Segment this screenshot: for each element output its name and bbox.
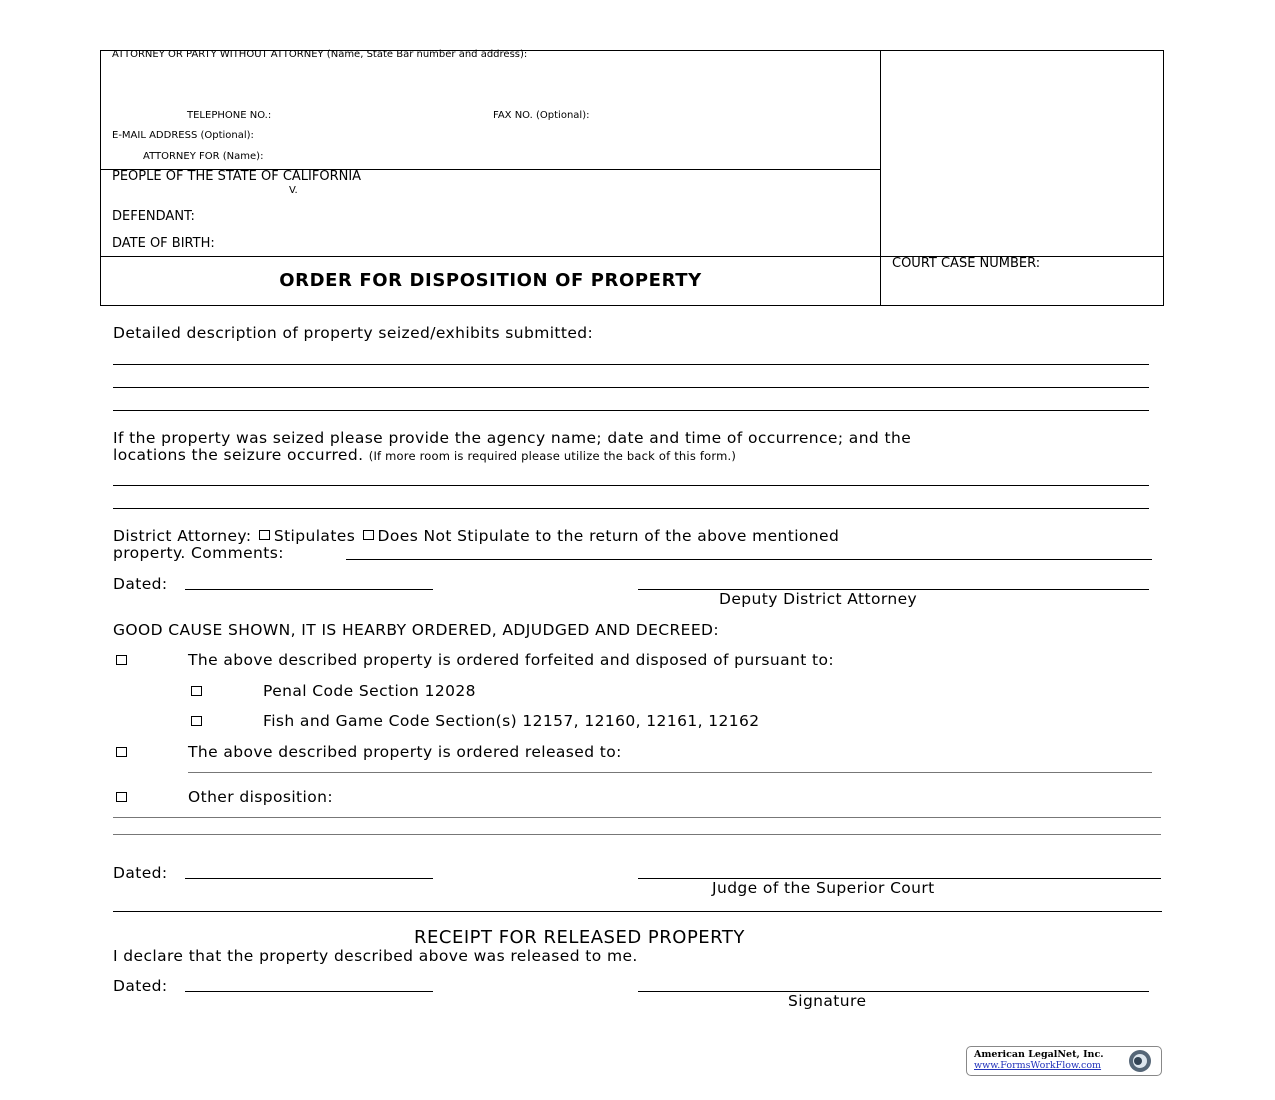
description-label: Detailed description of property seized/exhibits submitted: — [113, 324, 594, 342]
form-title: ORDER FOR DISPOSITION OF PROPERTY — [279, 270, 702, 291]
other-label: Other disposition: — [188, 788, 333, 806]
da-label: District Attorney: — [113, 527, 252, 545]
fax-label: FAX NO. (Optional): — [493, 110, 590, 121]
description-line-1[interactable] — [113, 364, 1149, 365]
released-label: The above described property is ordered released to: — [188, 743, 622, 761]
attorney-label: ATTORNEY OR PARTY WITHOUT ATTORNEY (Name, State Bar number and address): — [112, 49, 528, 60]
fish-game-checkbox[interactable] — [191, 716, 202, 726]
defendant-label: DEFENDANT: — [112, 209, 195, 224]
logo-url[interactable]: www.FormsWorkFlow.com — [974, 1060, 1102, 1071]
seized-line-1[interactable] — [113, 485, 1149, 486]
case-number-label: COURT CASE NUMBER: — [892, 256, 1041, 271]
penal-code-checkbox[interactable] — [191, 686, 202, 696]
stipulates-label: Stipulates — [273, 527, 356, 545]
does-not-stipulate-checkbox[interactable] — [363, 530, 374, 540]
seized-text-1: If the property was seized please provide the agency name; date and time of occurrence; and the — [113, 429, 912, 447]
description-line-3[interactable] — [113, 410, 1149, 411]
other-line-2[interactable] — [113, 834, 1161, 835]
dated-line-2[interactable] — [185, 878, 433, 879]
forfeited-checkbox[interactable] — [116, 655, 127, 665]
dated-line-3[interactable] — [185, 991, 433, 992]
judge-label: Judge of the Superior Court — [712, 879, 935, 897]
stipulates-checkbox[interactable] — [259, 530, 270, 540]
other-line-1[interactable] — [113, 817, 1161, 818]
comments-label: property. Comments: — [113, 544, 284, 562]
receipt-signature-line[interactable] — [638, 991, 1149, 992]
dated-line-1[interactable] — [185, 589, 433, 590]
versus-label: V. — [289, 185, 298, 196]
seized-note: (If more room is required please utilize the back of this form.) — [368, 449, 737, 463]
da-line — [113, 527, 839, 545]
email-label: E-MAIL ADDRESS (Optional): — [112, 130, 254, 141]
dated-label-3: Dated: — [113, 977, 168, 995]
seized-text-2-main: locations the seizure occurred. — [113, 446, 364, 464]
telephone-label: TELEPHONE NO.: — [187, 110, 272, 121]
divider — [880, 50, 881, 306]
good-cause-text: GOOD CAUSE SHOWN, IT IS HEARBY ORDERED, ADJUDGED AND DECREED: — [113, 621, 720, 639]
signature-label: Signature — [788, 992, 867, 1010]
attorney-for-label: ATTORNEY FOR (Name): — [143, 151, 264, 162]
receipt-declaration: I declare that the property described above was released to me. — [113, 947, 638, 965]
receipt-title: RECEIPT FOR RELEASED PROPERTY — [414, 927, 745, 948]
dated-label-2: Dated: — [113, 864, 168, 882]
fish-game-label: Fish and Game Code Section(s) 12157, 12160, 12161, 12162 — [263, 712, 760, 730]
seized-text-2 — [113, 446, 736, 464]
globe-icon — [1123, 1048, 1157, 1074]
people-label: PEOPLE OF THE STATE OF CALIFORNIA — [112, 169, 362, 184]
description-line-2[interactable] — [113, 387, 1149, 388]
deputy-da-label: Deputy District Attorney — [719, 590, 918, 608]
forfeited-label: The above described property is ordered forfeited and disposed of pursuant to: — [188, 651, 834, 669]
american-legalnet-logo — [966, 1046, 1162, 1076]
other-checkbox[interactable] — [116, 792, 127, 802]
does-not-stipulate-label: Does Not Stipulate to the return of the above mentioned — [377, 527, 840, 545]
comments-line[interactable] — [346, 559, 1152, 560]
seized-line-2[interactable] — [113, 508, 1149, 509]
penal-code-label: Penal Code Section 12028 — [263, 682, 476, 700]
section-divider — [113, 911, 1162, 912]
released-checkbox[interactable] — [116, 747, 127, 757]
logo-company: American LegalNet, Inc. — [974, 1049, 1104, 1060]
released-to-line[interactable] — [188, 772, 1152, 773]
dob-label: DATE OF BIRTH: — [112, 236, 215, 251]
dated-label-1: Dated: — [113, 575, 168, 593]
